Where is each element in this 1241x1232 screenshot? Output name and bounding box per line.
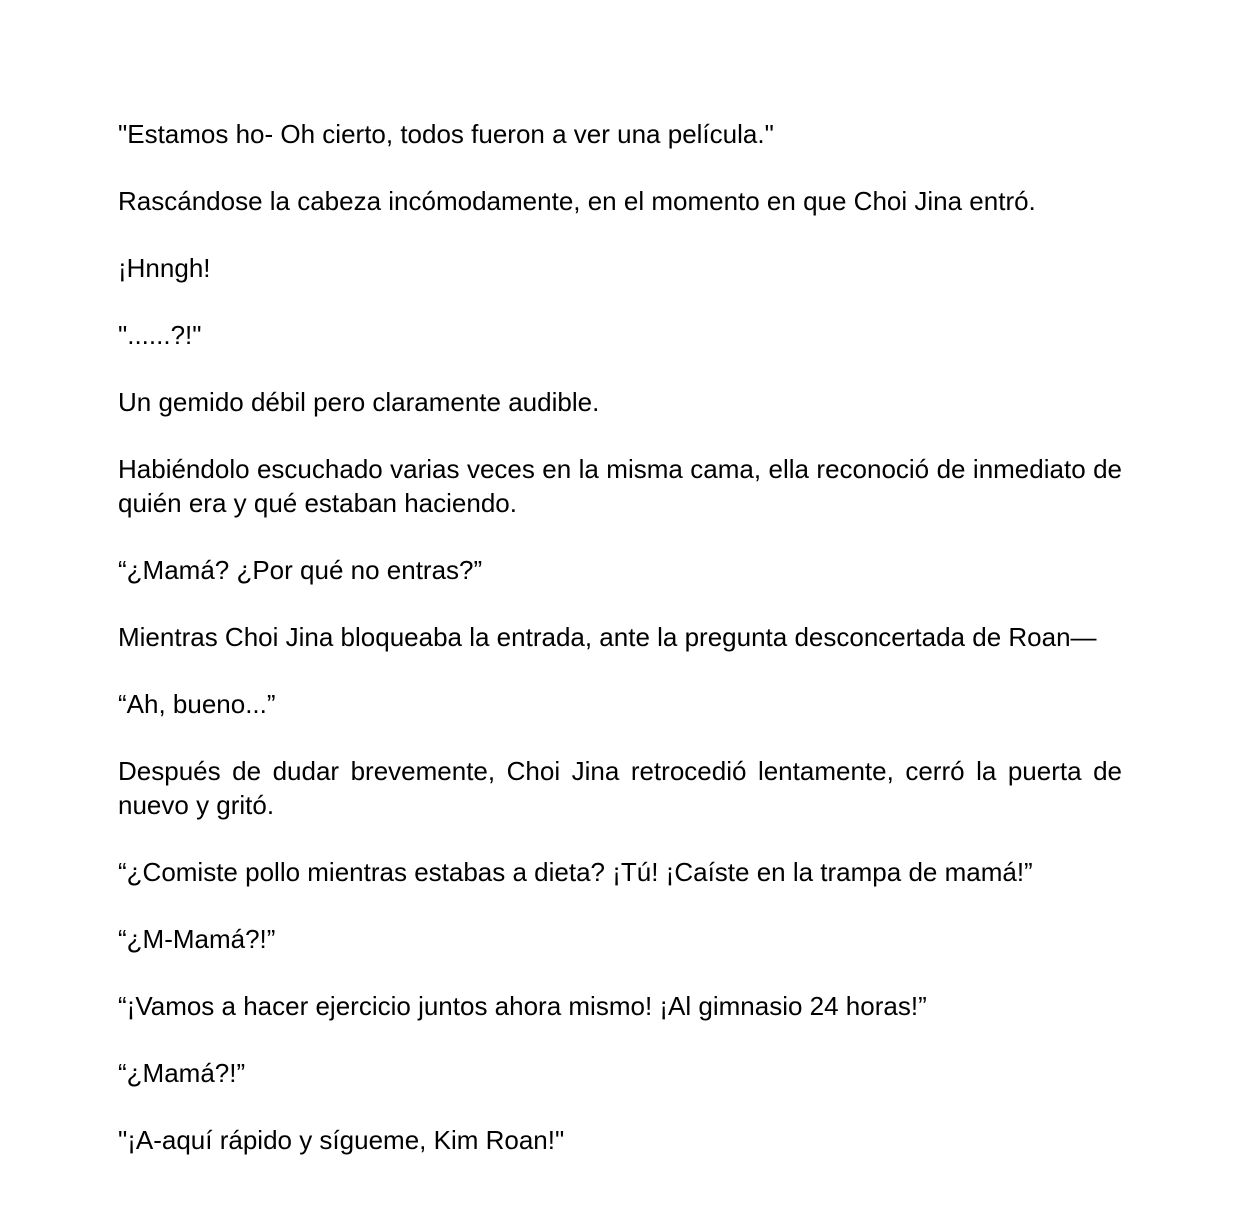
paragraph: Rascándose la cabeza incómodamente, en el momento en que Choi Jina entró. [118, 186, 1036, 216]
paragraph: "......?!" [118, 320, 202, 350]
paragraph: Un gemido débil pero claramente audible. [118, 387, 600, 417]
paragraph: “Ah, bueno...” [118, 689, 276, 719]
paragraph: “¿Comiste pollo mientras estabas a dieta? ¡Tú! ¡Caíste en la trampa de mamá!” [118, 857, 1033, 887]
paragraph: "¡A-aquí rápido y sígueme, Kim Roan!" [118, 1125, 565, 1155]
paragraph: “¿Mamá?!” [118, 1058, 246, 1088]
paragraph: Habiéndolo escuchado varias veces en la misma cama, ella reconoció de inmediato de quién era y qué estaban haciendo. [118, 454, 1122, 518]
paragraph: Mientras Choi Jina bloqueaba la entrada, ante la pregunta desconcertada de Roan— [118, 622, 1097, 652]
paragraph: Después de dudar brevemente, Choi Jina retrocedió lentamente, cerró la puerta de nuevo y gritó. [118, 756, 1122, 820]
paragraph: “¡Vamos a hacer ejercicio juntos ahora mismo! ¡Al gimnasio 24 horas!” [118, 991, 927, 1021]
paragraph: “¿Mamá? ¿Por qué no entras?” [118, 555, 483, 585]
paragraph: "Estamos ho- Oh cierto, todos fueron a ver una película." [118, 119, 774, 149]
paragraph: “¿M-Mamá?!” [118, 924, 276, 954]
paragraph: ¡Hnngh! [118, 253, 211, 283]
document-body [118, 117, 1122, 1157]
